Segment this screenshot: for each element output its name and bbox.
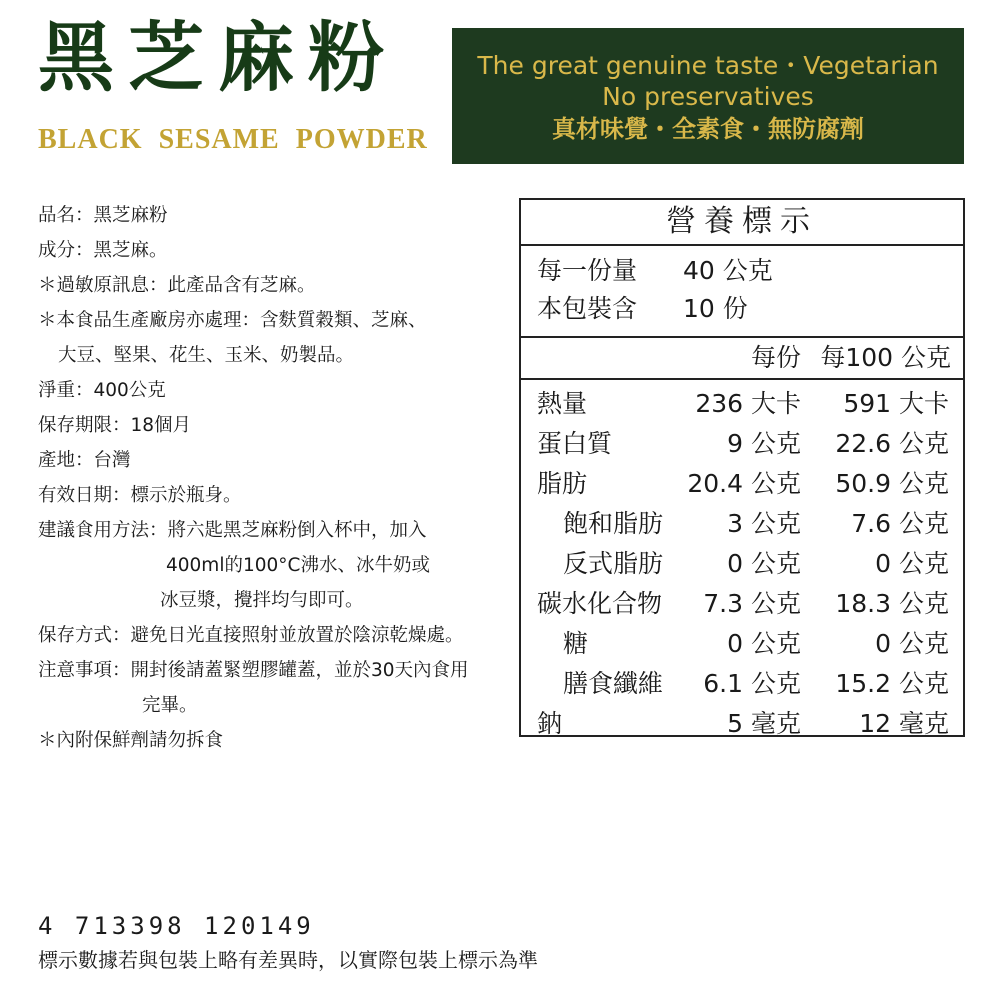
serving-size-row xyxy=(537,252,963,290)
nutrient-per-serving: 5 毫克 xyxy=(727,709,801,738)
info-line: ＊內附保鮮劑請勿拆食 xyxy=(38,730,224,751)
nutrient-per-serving: 9 公克 xyxy=(727,429,801,458)
serving-size-value: 40 公克 xyxy=(683,256,773,285)
info-line: ＊本食品生產廠房亦處理：含麩質穀類、芝麻、 xyxy=(38,310,427,331)
nutrition-title: 營養標示 xyxy=(521,200,963,246)
info-line: ＊過敏原訊息：此產品含有芝麻。 xyxy=(38,275,316,296)
info-line: 產地：台灣 xyxy=(38,450,131,471)
nutrient-name: 反式脂肪 xyxy=(563,549,664,578)
serving-info xyxy=(521,246,963,338)
info-line: 建議食用方法：將六匙黑芝麻粉倒入杯中，加入 xyxy=(38,520,427,541)
nutrient-per-100g: 12 毫克 xyxy=(859,709,949,738)
nutrient-per-100g: 7.6 公克 xyxy=(851,509,949,538)
nutrient-per-100g: 50.9 公克 xyxy=(835,469,949,498)
nutrient-per-serving: 3 公克 xyxy=(727,509,801,538)
info-line: 大豆、堅果、花生、玉米、奶製品。 xyxy=(58,345,355,366)
servings-row xyxy=(537,290,963,328)
nutrient-per-serving: 20.4 公克 xyxy=(687,469,801,498)
nutrition-column-header xyxy=(521,338,963,380)
nutrient-name: 飽和脂肪 xyxy=(563,509,664,538)
per-serving-header: 每份 xyxy=(750,343,801,372)
nutrient-row xyxy=(521,544,963,584)
info-line: 有效日期：標示於瓶身。 xyxy=(38,485,242,506)
nutrient-row xyxy=(521,664,963,704)
per-100g-header: 每100 公克 xyxy=(820,343,951,372)
product-title: 黑芝麻粉 xyxy=(38,13,398,102)
info-line: 淨重：400公克 xyxy=(38,380,166,401)
nutrient-per-serving: 7.3 公克 xyxy=(703,589,801,618)
info-line: 400ml的100°C沸水、冰牛奶或 xyxy=(166,555,430,576)
nutrient-name: 熱量 xyxy=(537,389,588,418)
tagline-banner xyxy=(452,28,964,164)
info-line: 保存期限：18個月 xyxy=(38,415,192,436)
nutrient-name: 鈉 xyxy=(537,709,563,738)
nutrient-per-serving: 236 大卡 xyxy=(695,389,801,418)
info-line: 冰豆漿，攪拌均勻即可。 xyxy=(160,590,364,611)
banner-line-1: The great genuine taste・Vegetarian xyxy=(477,51,939,80)
info-line: 完畢。 xyxy=(142,695,198,716)
nutrient-per-100g: 15.2 公克 xyxy=(835,669,949,698)
nutrient-per-100g: 18.3 公克 xyxy=(835,589,949,618)
banner-line-2: No preservatives xyxy=(602,82,814,111)
banner-line-3: 真材味覺・全素食・無防腐劑 xyxy=(552,115,864,143)
nutrient-per-100g: 0 公克 xyxy=(875,629,949,658)
nutrient-name: 糖 xyxy=(563,629,589,658)
info-line: 品名：黑芝麻粉 xyxy=(38,205,168,226)
nutrient-row xyxy=(521,384,963,424)
servings-value: 10 份 xyxy=(683,294,748,323)
nutrient-per-serving: 0 公克 xyxy=(727,629,801,658)
nutrient-per-serving: 6.1 公克 xyxy=(703,669,801,698)
nutrient-row xyxy=(521,424,963,464)
serving-size-label: 每一份量 xyxy=(537,256,638,285)
info-line: 成分：黑芝麻。 xyxy=(38,240,168,261)
nutrient-name: 碳水化合物 xyxy=(537,589,663,618)
barcode-number: 4 713398 120149 xyxy=(38,912,315,940)
product-title-english: BLACK SESAME POWDER xyxy=(38,124,428,155)
footer-note: 標示數據若與包裝上略有差異時，以實際包裝上標示為準 xyxy=(38,948,538,972)
servings-label: 本包裝含 xyxy=(537,294,638,323)
nutrition-rows xyxy=(521,380,963,744)
nutrient-per-100g: 591 大卡 xyxy=(843,389,949,418)
nutrient-row xyxy=(521,624,963,664)
nutrient-row xyxy=(521,504,963,544)
nutrient-per-100g: 0 公克 xyxy=(875,549,949,578)
nutrient-per-serving: 0 公克 xyxy=(727,549,801,578)
nutrient-name: 蛋白質 xyxy=(537,429,613,458)
nutrition-facts-panel xyxy=(519,198,965,737)
product-info xyxy=(38,198,469,758)
nutrient-row xyxy=(521,704,963,744)
nutrient-name: 脂肪 xyxy=(537,469,588,498)
nutrient-row xyxy=(521,584,963,624)
info-line: 保存方式：避免日光直接照射並放置於陰涼乾燥處。 xyxy=(38,625,464,646)
info-line: 注意事項：開封後請蓋緊塑膠罐蓋，並於30天內食用 xyxy=(38,660,469,681)
nutrient-row xyxy=(521,464,963,504)
nutrient-name: 膳食纖維 xyxy=(563,669,664,698)
nutrient-per-100g: 22.6 公克 xyxy=(835,429,949,458)
